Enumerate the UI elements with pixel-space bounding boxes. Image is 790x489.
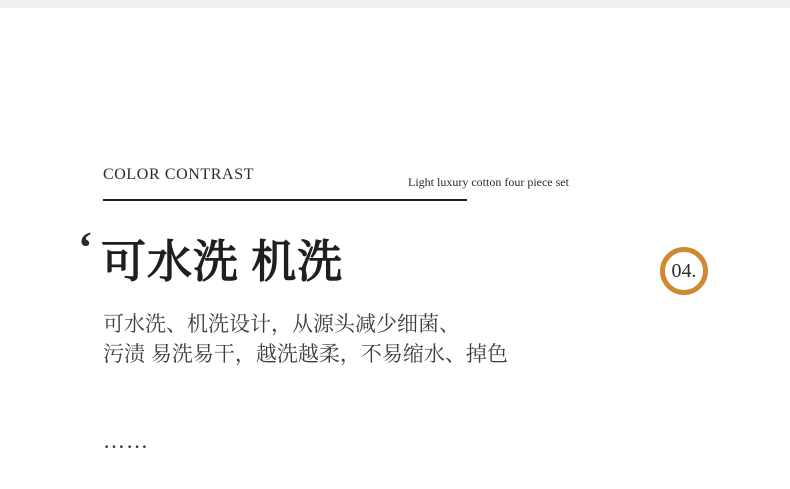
body-copy-line-1: 可水洗、机洗设计，从源头减少细菌、 bbox=[103, 313, 460, 336]
top-divider-bar bbox=[0, 0, 790, 8]
section-number-badge-ring bbox=[660, 247, 708, 295]
section-heading: 可水洗 机洗 bbox=[101, 237, 344, 287]
quote-mark: ‘ bbox=[78, 223, 93, 272]
section-eyebrow-title: COLOR CONTRAST bbox=[103, 166, 255, 183]
title-underline-rule bbox=[103, 199, 467, 201]
section-number: 04. bbox=[671, 259, 697, 282]
ellipsis-text: …… bbox=[103, 428, 149, 453]
body-copy-line-2: 污渍 易洗易干，越洗越柔，不易缩水、掉色 bbox=[103, 343, 508, 366]
section-subtitle-en: Light luxury cotton four piece set bbox=[408, 175, 569, 189]
